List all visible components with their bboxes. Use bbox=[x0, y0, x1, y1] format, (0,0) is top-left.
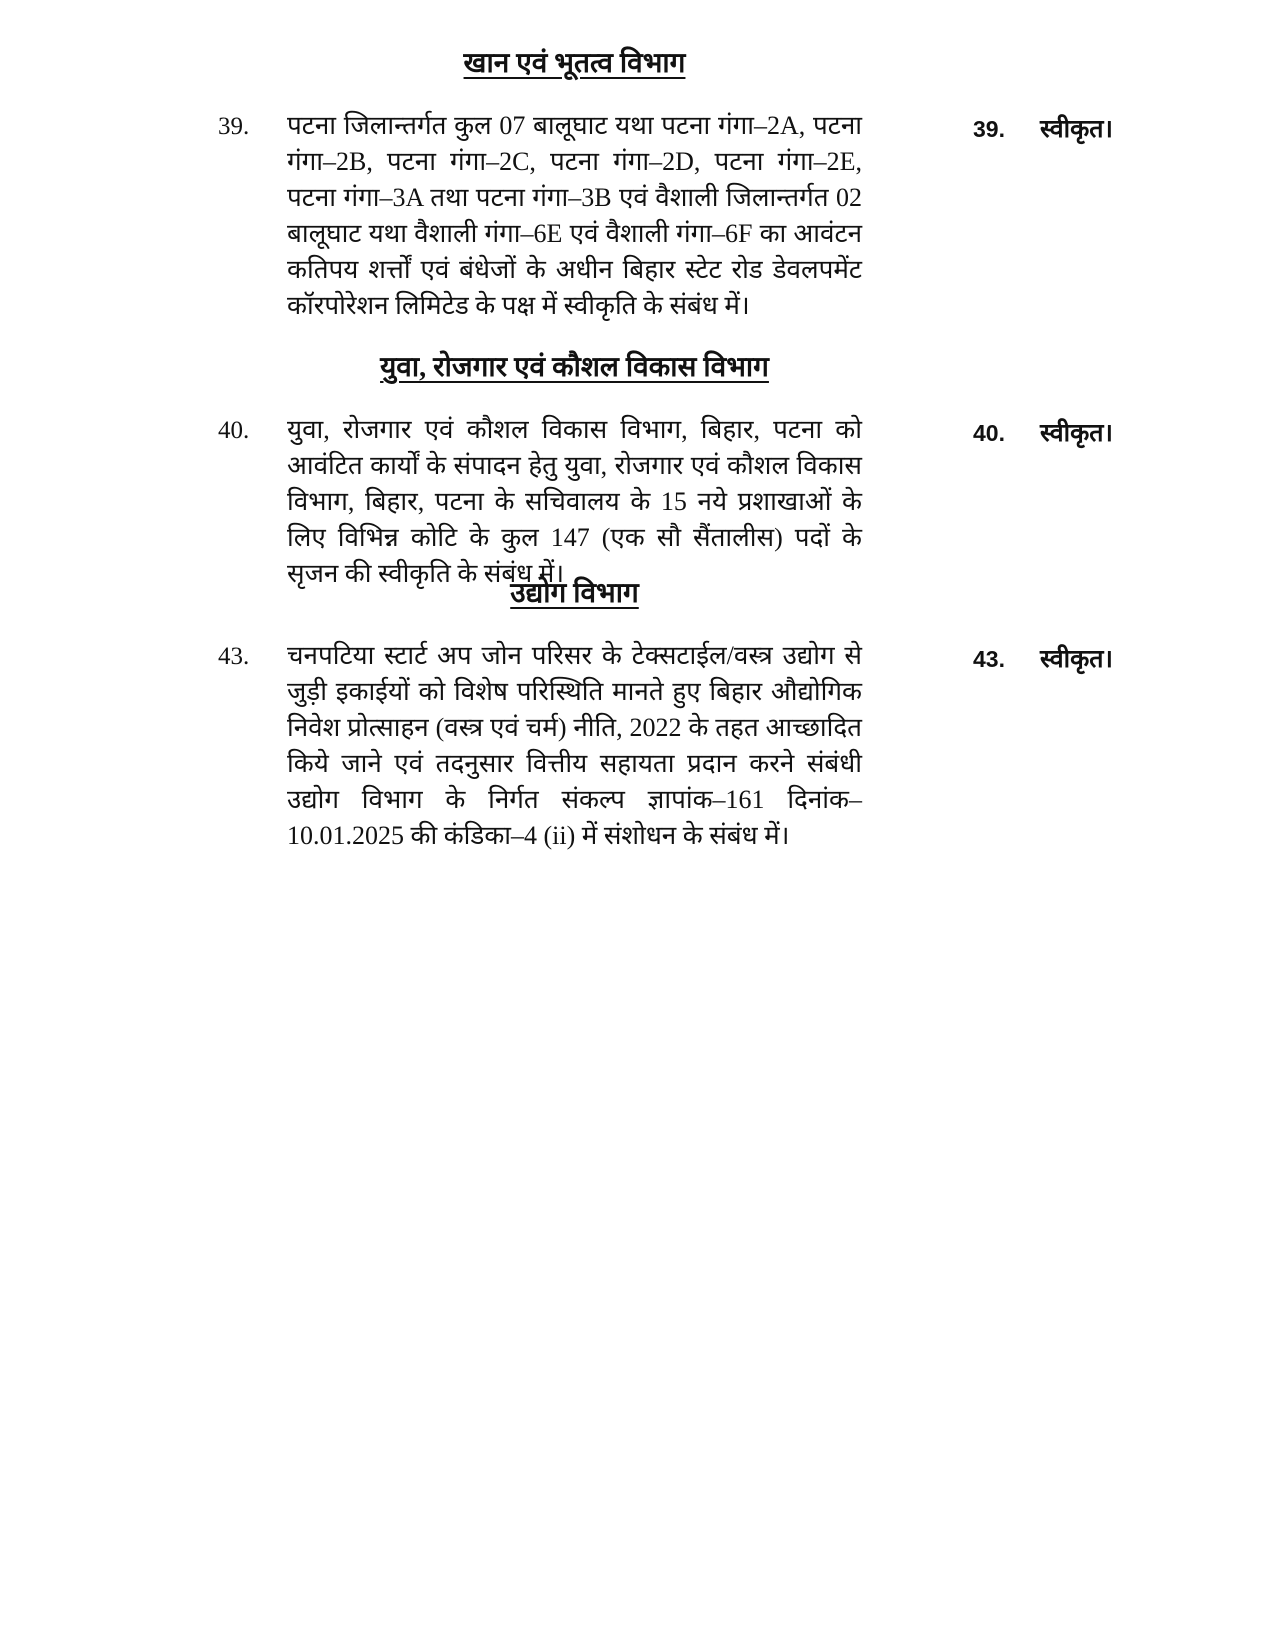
agenda-item bbox=[0, 412, 1275, 592]
decision-annotation bbox=[973, 111, 1113, 145]
item-number: 43. bbox=[218, 643, 250, 670]
section-heading-text: खान एवं भूतत्व विभाग bbox=[463, 48, 686, 79]
section-mines-geology bbox=[0, 46, 1275, 350]
decision-number: 40. bbox=[973, 420, 1005, 446]
decision-annotation bbox=[973, 641, 1113, 675]
item-text: युवा, रोजगार एवं कौशल विकास विभाग, बिहार, पटना को आवंटित कार्यों के संपादन हेतु युवा, रोजगार एवं कौशल विकास विभाग, बिहार, पटना के सचिवालय के 15 नये प्रशाखाओं के लिए विभिन्न कोटि के कुल 147 (एक सौ सैंतालीस) पदों के सृजन की स्वीकृति के संबंध में। bbox=[287, 415, 862, 588]
item-text: पटना जिलान्तर्गत कुल 07 बालूघाट यथा पटना गंगा–2A, पटना गंगा–2B, पटना गंगा–2C, पटना गंगा–2D, पटना गंगा–2E, पटना गंगा–3A तथा पटना गंगा–3B एवं वैशाली जिलान्तर्गत 02 बालूघाट यथा वैशाली गंगा–6E एवं वैशाली गंगा–6F का आवंटन कतिपय शर्त्तों एवं बंधेजों के अधीन बिहार स्टेट रोड डेवलपमेंट कॉरपोरेशन लिमिटेड के पक्ष में स्वीकृति के संबंध में। bbox=[287, 111, 862, 320]
agenda-item bbox=[0, 638, 1275, 854]
item-text: चनपटिया स्टार्ट अप जोन परिसर के टेक्सटाईल/वस्त्र उद्योग से जुड़ी इकाईयों को विशेष परिस्थिति मानते हुए बिहार औद्योगिक निवेश प्रोत्साहन (वस्त्र एवं चर्म) नीति, 2022 के तहत आच्छादित किये जाने एवं तदनुसार वित्तीय सहायता प्रदान करने संबंधी उद्योग विभाग के निर्गत संकल्प ज्ञापांक–161 दिनांक–10.01.2025 की कंडिका–4 (ii) में संशोधन के संबंध में। bbox=[287, 641, 862, 850]
item-number: 39. bbox=[218, 113, 250, 140]
section-heading-text: उद्योग विभाग bbox=[510, 578, 639, 609]
section-heading bbox=[287, 350, 862, 386]
section-heading bbox=[287, 46, 862, 82]
item-number: 40. bbox=[218, 417, 250, 444]
section-heading bbox=[287, 576, 862, 612]
decision-status: स्वीकृत। bbox=[1040, 646, 1114, 673]
decision-status: स्वीकृत। bbox=[1040, 420, 1114, 447]
decision-number: 43. bbox=[973, 646, 1005, 672]
decision-annotation bbox=[973, 415, 1113, 449]
section-heading-text: युवा, रोजगार एवं कौशल विकास विभाग bbox=[380, 352, 769, 383]
agenda-item bbox=[0, 108, 1275, 324]
section-industry bbox=[0, 576, 1275, 880]
decision-number: 39. bbox=[973, 116, 1005, 142]
decision-status: स्वीकृत। bbox=[1040, 116, 1114, 143]
